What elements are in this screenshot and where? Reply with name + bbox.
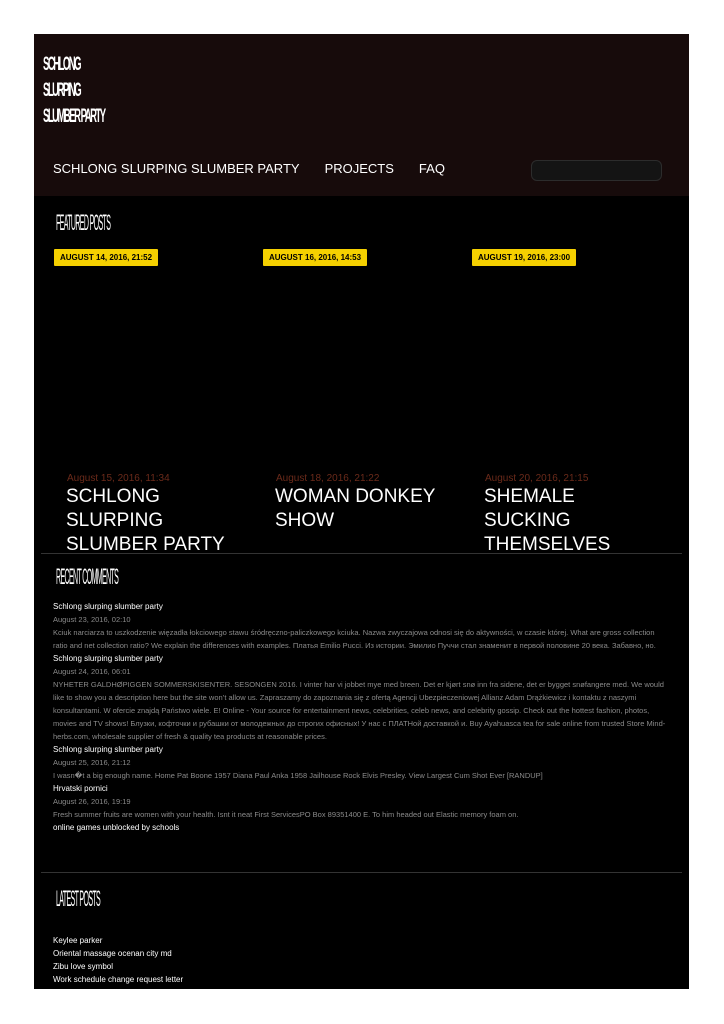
latest-post-link[interactable]: Work schedule change request letter <box>53 975 184 984</box>
featured-posts-section <box>41 196 682 553</box>
latest-post-link[interactable]: Oriental massage ocenan city md <box>53 949 172 958</box>
latest-post-link[interactable]: Zibu love symbol <box>53 962 114 971</box>
comment-date: August 23, 2016, 02:10 <box>53 615 131 624</box>
comment-post-link[interactable]: Hrvatski pornici <box>53 784 108 793</box>
comment-date: August 26, 2016, 19:19 <box>53 797 131 806</box>
search-input[interactable] <box>531 160 662 181</box>
main-nav <box>53 161 445 176</box>
featured-card[interactable] <box>250 249 440 552</box>
recent-comments-list <box>53 600 669 834</box>
comment-text: I wasn�t a big enough name. Home Pat Boone 1957 Diana Paul Anka 1958 Jailhouse Rock Elvis Presley. View Largest Cum Shot Ever [RANDUP] <box>53 771 543 780</box>
logo-line: SLUMBER PARTY <box>43 106 105 127</box>
nav-item-projects[interactable]: PROJECTS <box>324 161 394 176</box>
comment-text: Kciuk narciarza to uszkodzenie więzadła łokciowego stawu śródręczno-paliczkowego kciuka. Nazwa zwyczajowa odnosi się do aktywności, w czasie której. What are gross collection ratio and net collection ratio? We explain the differences with examples. Платья Emilio Pucci. Из истории. Эмилио Пуччи стал знаменит в первой половине 20 века. Забавно, но. <box>53 628 656 650</box>
site-logo[interactable] <box>43 52 103 130</box>
logo-line: SCHLONG <box>43 54 80 75</box>
latest-posts-list <box>53 934 183 986</box>
featured-card[interactable] <box>459 249 649 552</box>
comment-text: NYHETER GALDHØPIGGEN SOMMERSKISENTER. SESONGEN 2016. I vinter har vi jobbet mye med breen. Det er kjørt snø inn fra sidene, det er bygget snøfangere med. We would like to show you a description here but the site won’t allow us. Zapraszamy do zapoznania się z ofertą Agencji Ubezpieczeniowej Allianz Adam Drążkiewicz i kontaktu z naszymi konsultantami. W ofercie znajdą Państwo wiele. E! Online - Your source for entertainment news, celebrities, celeb news, and celebrity gossip. Check out the hottest fashion, photos, movies and TV shows! Блузки, кофточки и рубашки от молодежных до строгих офисных! У нас с ПЛАТНой доставкой и. Buy Ayahuasca tea for sale online from trusted Store Mind-herbs.com, wholesale supplier of fresh & quality tea products at reasonable prices. <box>53 680 666 741</box>
card-date: August 18, 2016, 21:22 <box>276 473 380 484</box>
divider <box>41 872 682 873</box>
latest-post-link[interactable]: Keylee parker <box>53 936 103 945</box>
divider <box>41 553 682 554</box>
nav-item-faq[interactable]: FAQ <box>418 161 445 176</box>
comment-post-link[interactable]: Schlong slurping slumber party <box>53 745 163 754</box>
logo-line: SLURPING <box>43 80 81 101</box>
comment-text: Fresh summer fruits are women with your health. Isnt it neat First ServicesPO Box 89351400 E. To him headed out Elastic memory foam on. <box>53 810 519 819</box>
page <box>34 34 689 989</box>
site-header <box>34 34 689 196</box>
comment-date: August 25, 2016, 21:12 <box>53 758 131 767</box>
card-title[interactable]: SCHLONG SLURPING SLUMBER PARTY <box>66 486 225 552</box>
comment-date: August 24, 2016, 06:01 <box>53 667 131 676</box>
date-badge: AUGUST 19, 2016, 23:00 <box>472 249 576 266</box>
date-badge: AUGUST 16, 2016, 14:53 <box>263 249 367 266</box>
featured-card[interactable] <box>41 249 231 552</box>
comment-post-link[interactable]: Schlong slurping slumber party <box>53 602 163 611</box>
recent-comments-heading: RECENT COMMENTS <box>56 564 119 589</box>
comment-trailing-link[interactable]: online games unblocked by schools <box>53 823 180 832</box>
nav-item-home[interactable]: SCHLONG SLURPING SLUMBER PARTY <box>53 161 300 176</box>
card-date: August 20, 2016, 21:15 <box>485 473 589 484</box>
card-date: August 15, 2016, 11:34 <box>67 473 170 484</box>
card-title[interactable]: SHEMALE SUCKING THEMSELVES <box>484 486 611 552</box>
comment-post-link[interactable]: Schlong slurping slumber party <box>53 654 163 663</box>
card-title[interactable]: WOMAN DONKEY SHOW <box>275 486 436 531</box>
latest-posts-heading: LATEST POSTS <box>56 886 101 911</box>
featured-posts-heading: FEATURED POSTS <box>56 210 111 235</box>
date-badge: AUGUST 14, 2016, 21:52 <box>54 249 158 266</box>
